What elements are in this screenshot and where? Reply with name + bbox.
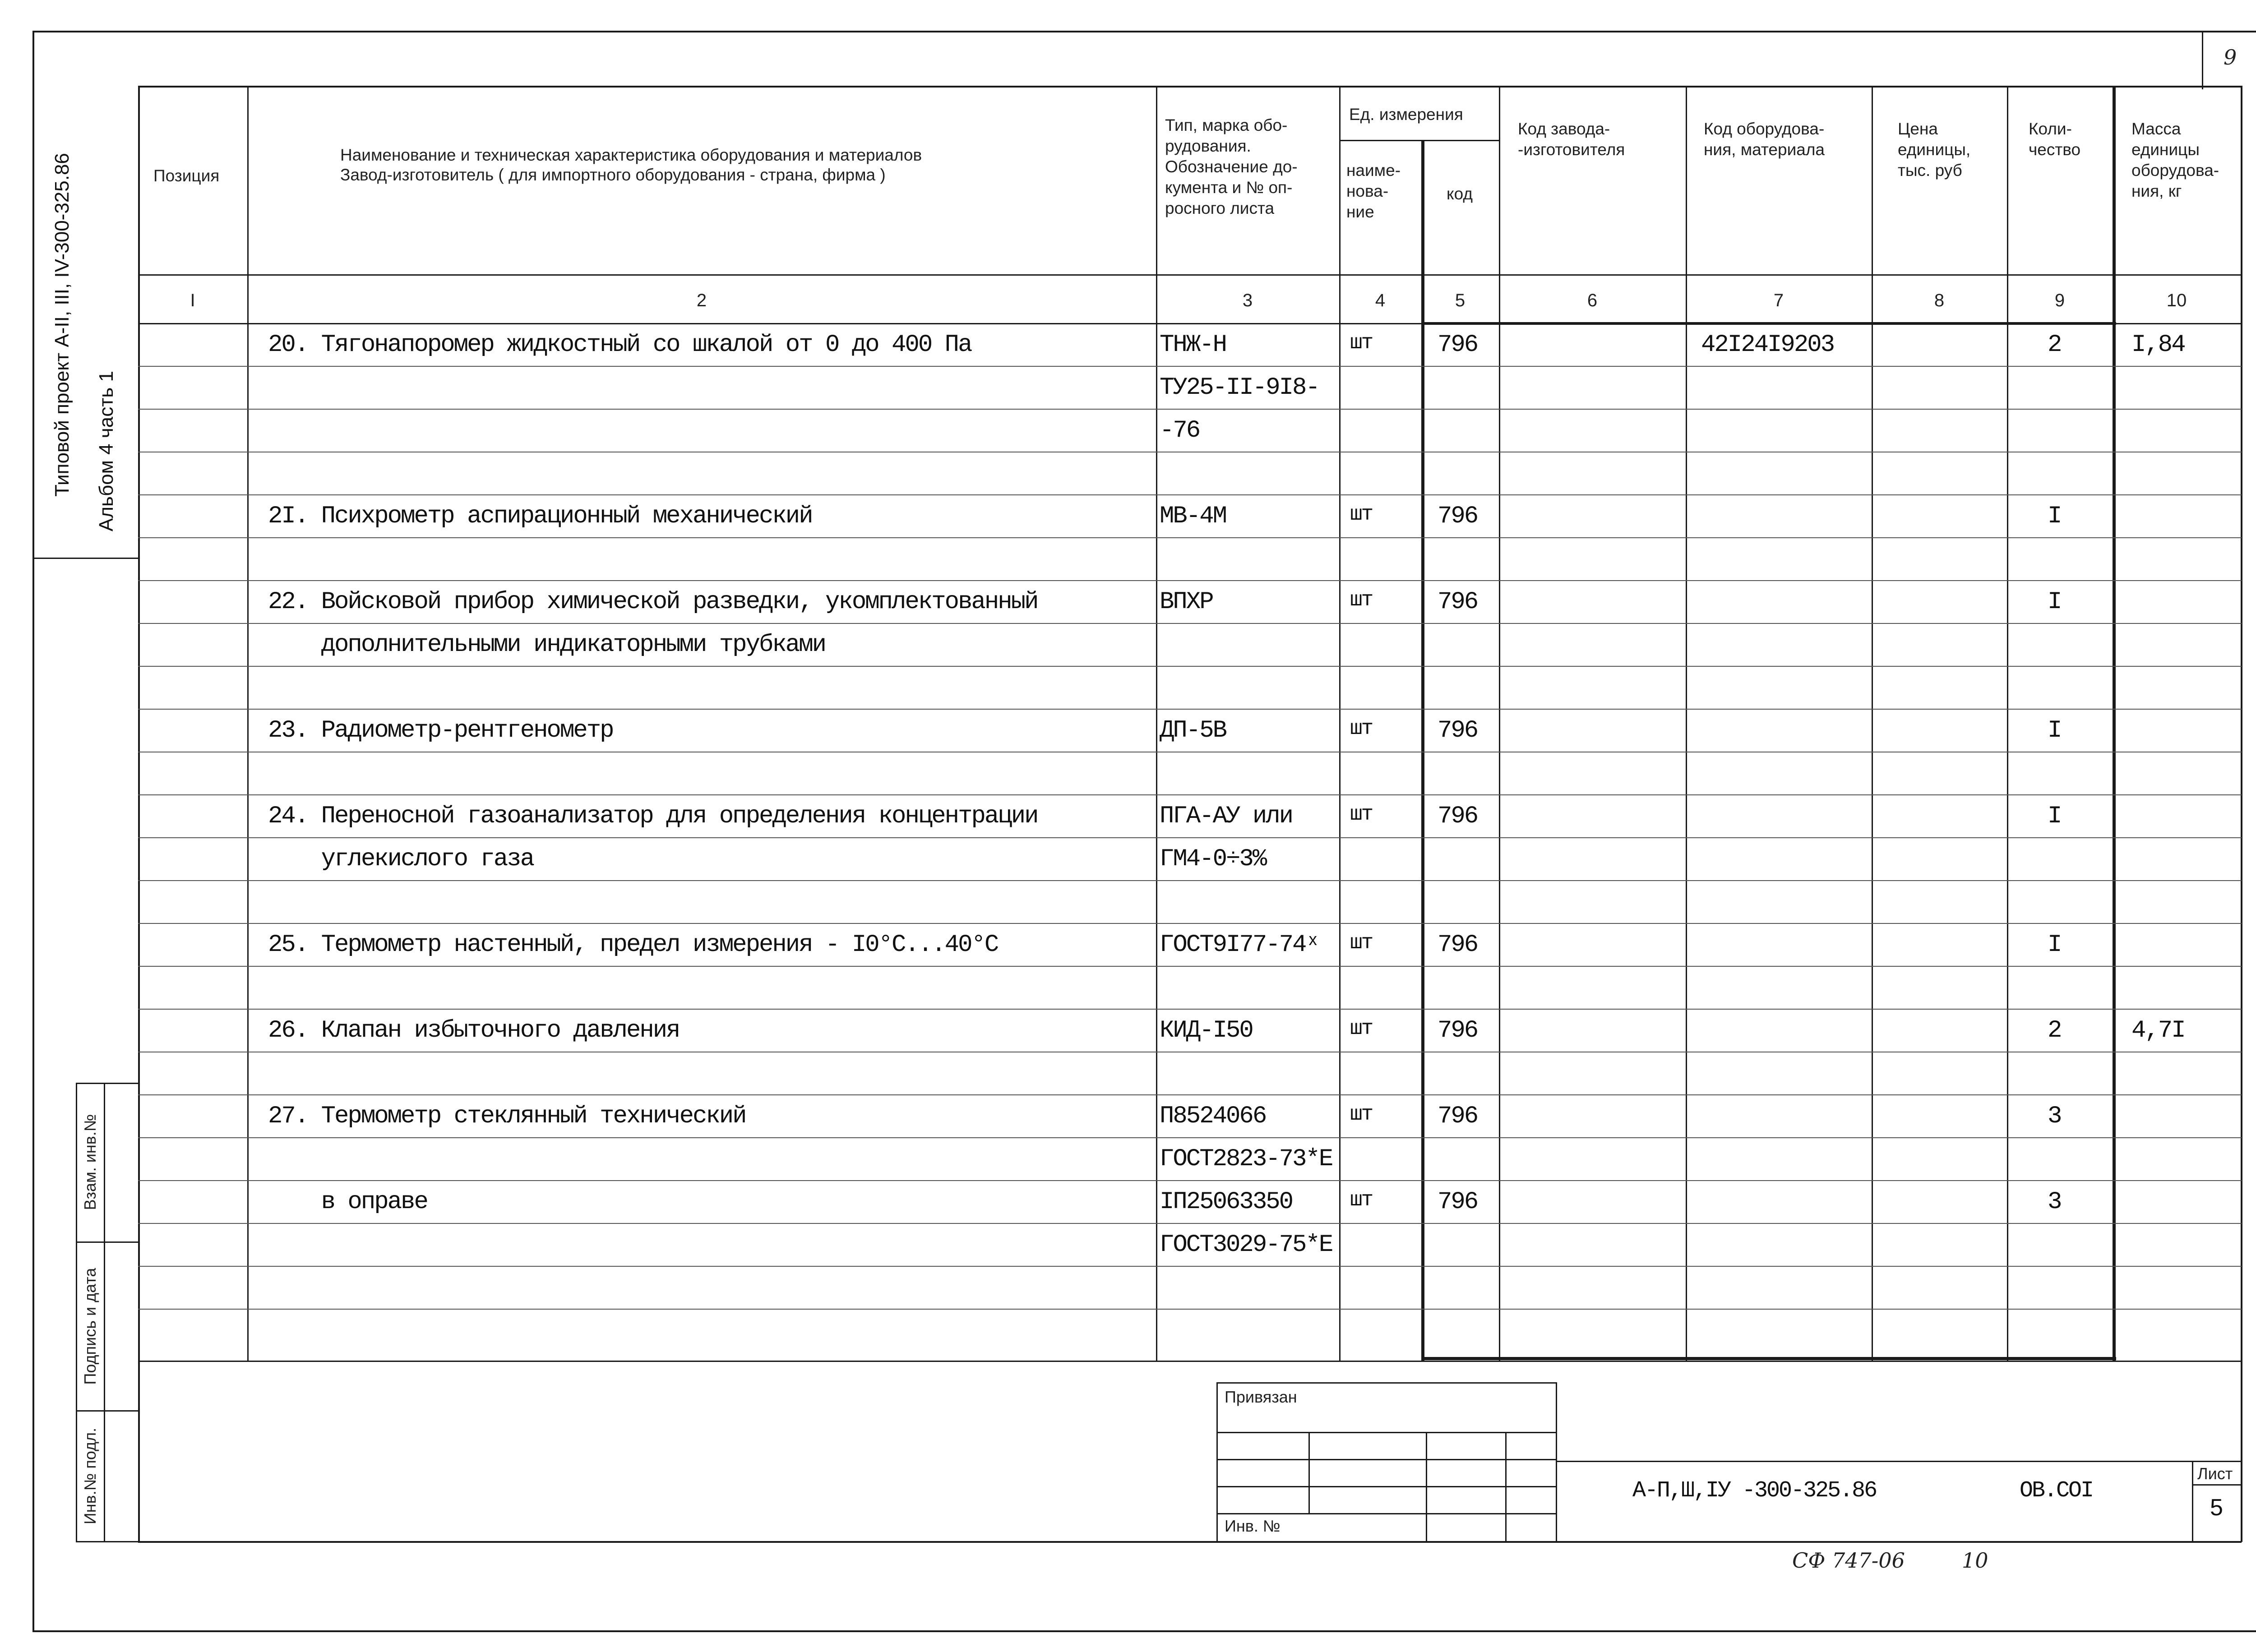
stamp-b-sheet-left bbox=[2192, 1461, 2193, 1542]
stamp-a-left bbox=[1216, 1382, 1218, 1542]
header-unit-name-1: наиме- bbox=[1346, 161, 1401, 180]
row-divider bbox=[138, 880, 2242, 881]
header-name-line1: Наименование и техническая характеристика оборудования и материалов bbox=[340, 146, 922, 164]
header-type-2: рудования. bbox=[1165, 137, 1251, 155]
column-number: 2 bbox=[696, 291, 707, 310]
row-quantity: I bbox=[2048, 717, 2061, 744]
corner-page-number: 9 bbox=[2224, 45, 2237, 69]
row-divider bbox=[138, 494, 2242, 495]
stamp-a-v1 bbox=[1308, 1432, 1310, 1513]
stamp-doc-code: ОВ.СОI bbox=[2020, 1478, 2093, 1504]
column-number: 3 bbox=[1242, 291, 1253, 310]
row-quantity: 3 bbox=[2048, 1188, 2061, 1216]
row-quantity: 2 bbox=[2048, 331, 2061, 359]
header-qty-2: чество bbox=[2029, 140, 2081, 159]
row-divider bbox=[138, 1137, 2242, 1138]
header-mass-4: ния, кг bbox=[2131, 182, 2182, 200]
header-maker-code-2: -изготовителя bbox=[1518, 140, 1625, 159]
row-mass: I,84 bbox=[2131, 331, 2185, 359]
column-divider bbox=[2007, 86, 2008, 1361]
row-unit: шт bbox=[1350, 717, 1373, 740]
header-price-1: Цена bbox=[1898, 120, 1938, 138]
header-mass-2: единицы bbox=[2131, 140, 2200, 159]
row-type: ГОСТ2823-73*Е bbox=[1160, 1145, 1332, 1173]
row-type: П8524066 bbox=[1160, 1103, 1266, 1130]
column-number: 6 bbox=[1587, 291, 1598, 310]
row-unit-code: 796 bbox=[1438, 503, 1478, 530]
column-divider bbox=[1686, 86, 1687, 1361]
side-stamp-top bbox=[76, 1083, 139, 1084]
bottom-note-number: 10 bbox=[1962, 1548, 1988, 1573]
stamp-a-right bbox=[1556, 1382, 1557, 1542]
outer-frame-left bbox=[32, 31, 34, 1631]
row-type: IП25063350 bbox=[1160, 1188, 1293, 1216]
header-position: Позиция bbox=[153, 166, 220, 185]
side-stamp-sep2 bbox=[76, 1410, 139, 1412]
table-left bbox=[138, 86, 140, 1542]
row-unit: шт bbox=[1350, 503, 1373, 526]
column-number: 10 bbox=[2166, 291, 2187, 310]
stamp-a-top bbox=[1216, 1382, 1557, 1384]
header-equip-code-2: ния, материала bbox=[1704, 140, 1825, 159]
stamp-sheet-number: 5 bbox=[2210, 1495, 2223, 1521]
side-stamp-frame-left bbox=[76, 1083, 77, 1542]
highlight-block-top bbox=[1421, 322, 2116, 325]
row-unit: шт bbox=[1350, 331, 1373, 355]
row-divider bbox=[138, 1009, 2242, 1010]
row-divider bbox=[138, 623, 2242, 624]
outer-frame-bottom bbox=[32, 1630, 2256, 1632]
header-price-3: тыс. руб bbox=[1898, 161, 1962, 180]
row-name: 23. Радиометр-рентгенометр bbox=[268, 717, 613, 744]
header-mass-1: Масса bbox=[2131, 120, 2181, 138]
row-divider bbox=[138, 666, 2242, 667]
stamp-privyazan: Привязан bbox=[1225, 1388, 1297, 1406]
row-type: ГОСТ3029-75*Е bbox=[1160, 1231, 1332, 1259]
row-divider bbox=[138, 1309, 2242, 1310]
row-type: ТУ25-II-9I8- bbox=[1160, 374, 1319, 401]
side-label-box-bottom bbox=[32, 558, 139, 559]
header-unit-name-3: ние bbox=[1346, 203, 1374, 221]
row-name: 20. Тягонапоромер жидкостный со шкалой от 0 до 400 Па bbox=[268, 331, 971, 359]
side-stamp-inventory: Инв.№ подл. bbox=[81, 1427, 99, 1525]
stamp-b-top bbox=[1556, 1461, 2242, 1462]
row-name: 22. Войсковой прибор химической разведки, укомплектованный bbox=[268, 588, 1038, 616]
column-divider bbox=[247, 86, 249, 1361]
header-type-1: Тип, марка обо- bbox=[1165, 116, 1288, 134]
row-type: -76 bbox=[1160, 417, 1200, 444]
row-unit: шт bbox=[1350, 931, 1373, 955]
row-quantity: I bbox=[2048, 588, 2061, 616]
column-divider bbox=[1872, 86, 1873, 1361]
header-qty-1: Коли- bbox=[2029, 120, 2072, 138]
row-name: 27. Термометр стеклянный технический bbox=[268, 1103, 746, 1130]
header-mass-3: оборудова- bbox=[2131, 161, 2219, 180]
header-name-line2: Завод-изготовитель ( для импортного оборудования - страна, фирма ) bbox=[340, 166, 886, 184]
highlight-block-bottom bbox=[1421, 1357, 2116, 1360]
row-mass: 4,7I bbox=[2131, 1017, 2185, 1044]
row-unit-code: 796 bbox=[1438, 1188, 1478, 1216]
column-number: 4 bbox=[1375, 291, 1386, 310]
page-bottom-line bbox=[138, 1541, 2242, 1543]
row-unit: шт bbox=[1350, 588, 1373, 612]
row-type: ПГА-АУ или bbox=[1160, 803, 1293, 830]
vertical-project-title: Типовой проект А-II, III, IV-300-325.86 bbox=[51, 153, 73, 497]
column-number: 9 bbox=[2054, 291, 2065, 310]
row-unit-code: 796 bbox=[1438, 588, 1478, 616]
row-type: ДП-5В bbox=[1160, 717, 1226, 744]
row-type: ВПХР bbox=[1160, 588, 1213, 616]
stamp-inv-no: Инв. № bbox=[1225, 1517, 1281, 1535]
header-type-4: кумента и № оп- bbox=[1165, 178, 1293, 197]
row-unit: шт bbox=[1350, 803, 1373, 826]
side-stamp-replace: Взам. инв.№ bbox=[81, 1114, 99, 1210]
column-number: 5 bbox=[1455, 291, 1465, 310]
bottom-note: СФ 747-06 bbox=[1792, 1548, 1905, 1573]
table-body-bottom bbox=[138, 1361, 2242, 1362]
row-quantity: 2 bbox=[2048, 1017, 2061, 1044]
row-name: 24. Переносной газоанализатор для определения концентрации bbox=[268, 803, 1038, 830]
row-type: ГОСТ9I77-74ˣ bbox=[1160, 931, 1319, 959]
row-divider bbox=[138, 1266, 2242, 1267]
row-type: ТНЖ-Н bbox=[1160, 331, 1226, 359]
row-divider bbox=[138, 409, 2242, 410]
row-unit-code: 796 bbox=[1438, 331, 1478, 359]
header-bottom bbox=[138, 274, 2242, 276]
row-divider bbox=[138, 580, 2242, 581]
row-unit-code: 796 bbox=[1438, 1103, 1478, 1130]
row-name: дополнительными индикаторными трубками bbox=[268, 631, 826, 659]
unit-group-divider bbox=[1339, 140, 1499, 141]
table-top bbox=[138, 86, 2242, 88]
row-name: 25. Термометр настенный, предел измерения - I0°С...40°С bbox=[268, 931, 998, 959]
stamp-sheet-label: Лист bbox=[2197, 1464, 2233, 1483]
row-divider bbox=[138, 837, 2242, 838]
row-type: ГМ4-0÷3% bbox=[1160, 845, 1266, 873]
row-name: 26. Клапан избыточного давления bbox=[268, 1017, 680, 1044]
row-unit-code: 796 bbox=[1438, 1017, 1478, 1044]
row-divider bbox=[138, 794, 2242, 795]
row-divider bbox=[138, 1223, 2242, 1224]
row-unit-code: 796 bbox=[1438, 803, 1478, 830]
column-divider bbox=[1156, 86, 1157, 1361]
row-type: МВ-4М bbox=[1160, 503, 1226, 530]
side-stamp-bottom bbox=[76, 1541, 139, 1542]
row-divider bbox=[138, 923, 2242, 924]
vertical-album-label: Альбом 4 часть 1 bbox=[95, 371, 117, 531]
header-maker-code-1: Код завода- bbox=[1518, 120, 1610, 138]
row-divider bbox=[138, 709, 2242, 710]
row-unit: шт bbox=[1350, 1017, 1373, 1040]
row-name: в оправе bbox=[268, 1188, 427, 1216]
row-divider bbox=[138, 537, 2242, 538]
header-unit-name-2: нова- bbox=[1346, 182, 1389, 200]
column-divider bbox=[1339, 86, 1341, 1361]
row-quantity: I bbox=[2048, 931, 2061, 959]
header-price-2: единицы, bbox=[1898, 140, 1971, 159]
row-equip-code: 42I24I9203 bbox=[1701, 331, 1834, 359]
row-unit: шт bbox=[1350, 1188, 1373, 1212]
row-quantity: I bbox=[2048, 503, 2061, 530]
outer-frame-top bbox=[32, 31, 2256, 32]
stamp-designation: А-П,Ш,IУ -300-325.86 bbox=[1632, 1478, 1877, 1504]
side-stamp-signature: Подпись и дата bbox=[81, 1268, 99, 1385]
side-stamp-divider bbox=[104, 1083, 105, 1542]
column-number: I bbox=[190, 291, 195, 310]
row-divider bbox=[138, 366, 2242, 367]
table-right bbox=[2241, 86, 2242, 1542]
header-type-5: росного листа bbox=[1165, 199, 1275, 217]
header-equip-code-1: Код оборудова- bbox=[1704, 120, 1825, 138]
row-quantity: 3 bbox=[2048, 1103, 2061, 1130]
column-number: 8 bbox=[1934, 291, 1945, 310]
row-unit-code: 796 bbox=[1438, 931, 1478, 959]
row-name: 2I. Психрометр аспирационный механический bbox=[268, 503, 812, 530]
row-divider bbox=[138, 966, 2242, 967]
column-divider bbox=[2113, 86, 2116, 1361]
header-type-3: Обозначение до- bbox=[1165, 157, 1298, 176]
column-divider bbox=[1499, 86, 1500, 1361]
row-unit: шт bbox=[1350, 1103, 1373, 1126]
row-divider bbox=[138, 1094, 2242, 1095]
stamp-a-v3 bbox=[1505, 1432, 1507, 1542]
row-divider bbox=[138, 1180, 2242, 1181]
stamp-b-sheet-h bbox=[2192, 1484, 2242, 1486]
row-unit-code: 796 bbox=[1438, 717, 1478, 744]
side-stamp-sep1 bbox=[76, 1241, 139, 1243]
row-type: КИД-I50 bbox=[1160, 1017, 1253, 1044]
row-quantity: I bbox=[2048, 803, 2061, 830]
row-name: углекислого газа bbox=[268, 845, 534, 873]
corner-box-left bbox=[2202, 31, 2203, 89]
header-units-group: Ед. измерения bbox=[1349, 105, 1463, 124]
header-unit-code: код bbox=[1447, 185, 1473, 203]
column-number: 7 bbox=[1773, 291, 1784, 310]
stamp-a-v2 bbox=[1426, 1432, 1427, 1542]
